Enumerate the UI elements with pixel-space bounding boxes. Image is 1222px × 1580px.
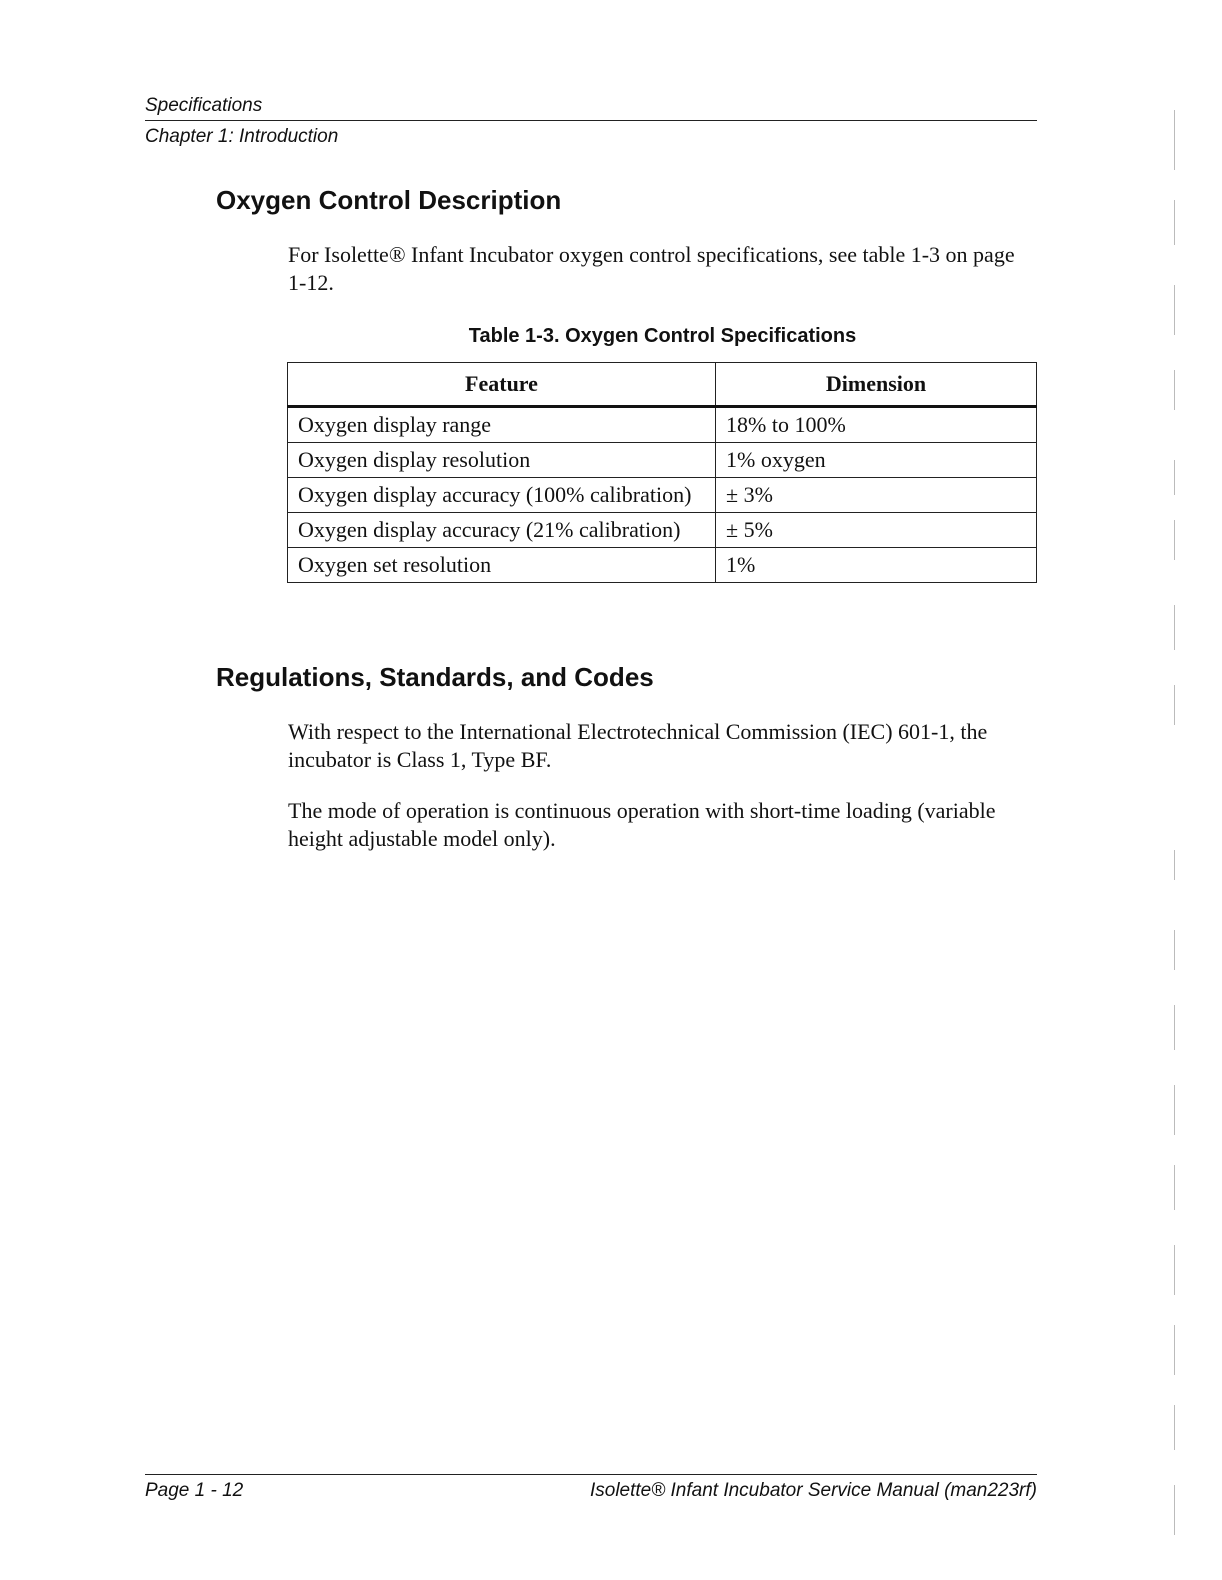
table-caption: Table 1-3. Oxygen Control Specifications	[468, 325, 857, 347]
feature-cell: Oxygen display accuracy (21% calibration)	[288, 513, 716, 548]
scan-edge-marks	[1166, 40, 1186, 1540]
feature-cell: Oxygen set resolution	[288, 548, 716, 583]
header-dimension: Dimension	[716, 363, 1037, 407]
oxygen-control-heading: Oxygen Control Description	[216, 185, 562, 215]
oxygen-spec-table	[287, 362, 1037, 583]
feature-cell: Oxygen display accuracy (100% calibration)	[288, 478, 716, 513]
feature-cell: Oxygen display resolution	[288, 443, 716, 478]
footer-manual-title: Isolette® Infant Incubator Service Manual (man223rf)	[589, 1480, 1037, 1501]
running-footer	[145, 1474, 1037, 1503]
table-header-row	[288, 363, 1037, 407]
header-section-label: Specifications	[145, 94, 1037, 121]
feature-cell: Oxygen display range	[288, 407, 716, 443]
running-header	[145, 94, 1037, 149]
header-feature: Feature	[288, 363, 716, 407]
header-chapter-label: Chapter 1: Introduction	[145, 126, 339, 147]
table-row	[288, 478, 1037, 513]
dimension-cell: 18% to 100%	[716, 407, 1037, 443]
table-row	[288, 407, 1037, 443]
oxygen-intro-paragraph: For Isolette® Infant Incubator oxygen control specifications, see table 1-3 on page 1-12.	[288, 242, 1015, 295]
table-row	[288, 443, 1037, 478]
dimension-cell: 1% oxygen	[716, 443, 1037, 478]
dimension-cell: ± 5%	[716, 513, 1037, 548]
footer-page-number: Page 1 - 12	[145, 1480, 244, 1501]
regulations-paragraph-2: The mode of operation is continuous operation with short-time loading (variable height adjustable model only).	[288, 798, 996, 851]
dimension-cell: ± 3%	[716, 478, 1037, 513]
regulations-paragraph-1: With respect to the International Electrotechnical Commission (IEC) 601-1, the incubator is Class 1, Type BF.	[288, 719, 988, 772]
table-row	[288, 548, 1037, 583]
regulations-heading: Regulations, Standards, and Codes	[216, 662, 654, 692]
table-row	[288, 513, 1037, 548]
dimension-cell: 1%	[716, 548, 1037, 583]
